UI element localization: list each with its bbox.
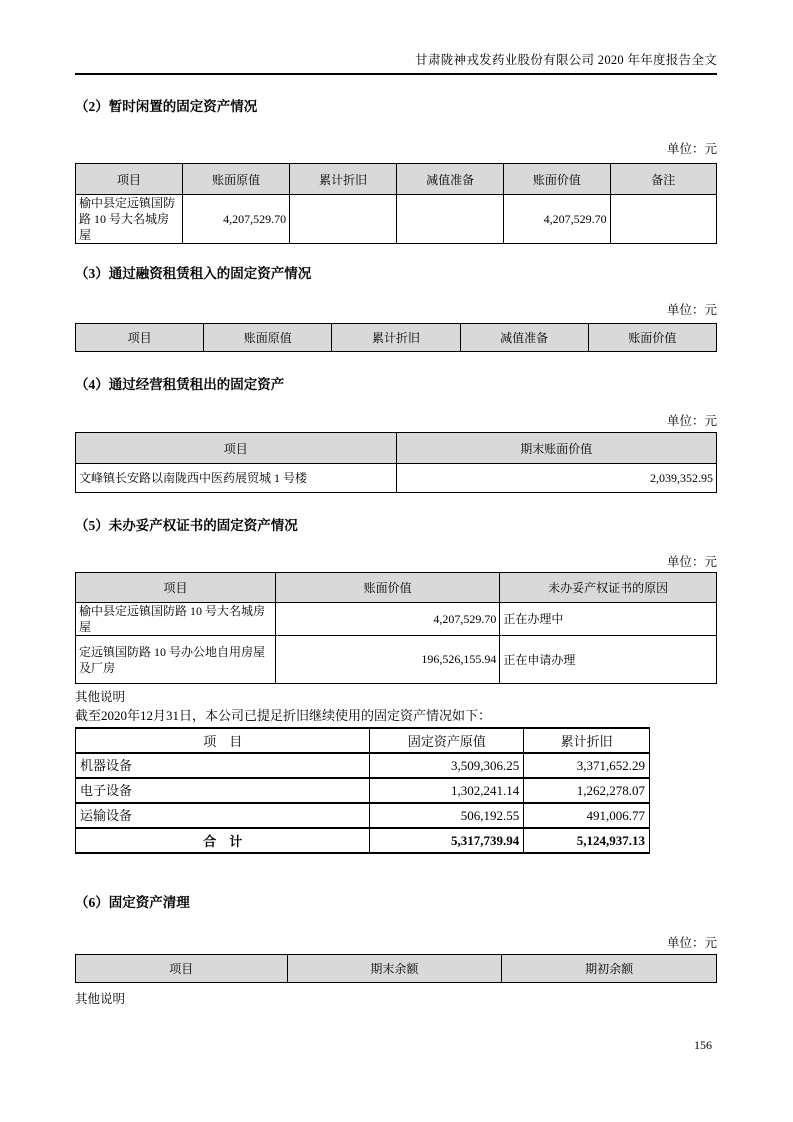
cell-original-value: 4,207,529.70 [183, 195, 290, 244]
column-header: 账面价值 [275, 573, 499, 603]
cell-original-value: 1,302,241.14 [370, 778, 524, 803]
table-header-row [76, 164, 717, 195]
column-header: 未办妥产权证书的原因 [500, 573, 717, 603]
column-header: 项 目 [76, 728, 370, 753]
column-header: 账面原值 [183, 164, 290, 195]
cell-book-value: 196,526,155.94 [275, 636, 499, 684]
depreciated-assets-note: 截至2020年12月31日，本公司已提足折旧继续使用的固定资产情况如下： [75, 708, 492, 723]
finance-lease-table [75, 323, 717, 352]
column-header: 减值准备 [397, 164, 504, 195]
page-number: 156 [694, 1038, 712, 1052]
column-header: 累计折旧 [332, 324, 460, 352]
cell-item: 定远镇国防路 10 号办公地自用房屋及厂房 [76, 636, 276, 684]
cell-item: 运输设备 [76, 803, 370, 828]
column-header: 项目 [76, 164, 183, 195]
cell-item: 文峰镇长安路以南陇西中医药展贸城 1 号楼 [76, 464, 397, 493]
column-header: 账面价值 [504, 164, 610, 195]
column-header: 期末账面价值 [396, 433, 717, 464]
cell-original-value: 3,509,306.25 [370, 753, 524, 778]
other-notes-label: 其他说明 [75, 690, 126, 704]
column-header: 项目 [76, 324, 204, 352]
table-row [76, 603, 717, 636]
column-header: 项目 [76, 573, 276, 603]
cell-item: 榆中县定远镇国防路 10 号大名城房屋 [76, 603, 276, 636]
cell-item: 电子设备 [76, 778, 370, 803]
unit-label: 单位：元 [666, 142, 717, 156]
cell-total-accumulated-depreciation: 5,124,937.13 [524, 828, 650, 853]
table-header-row [76, 324, 717, 352]
cell-original-value: 506,192.55 [370, 803, 524, 828]
cell-impairment [397, 195, 504, 244]
unit-label: 单位：元 [666, 555, 717, 569]
table-total-row [76, 828, 650, 853]
cell-total-label: 合 计 [76, 828, 370, 853]
cell-reason: 正在办理中 [500, 603, 717, 636]
table-header-row [76, 433, 717, 464]
column-header: 固定资产原值 [370, 728, 524, 753]
section-title-finance-lease: （3）通过融资租赁租入的固定资产情况 [75, 266, 312, 281]
cell-book-value: 4,207,529.70 [275, 603, 499, 636]
table-row [76, 636, 717, 684]
cell-accumulated-depreciation [290, 195, 397, 244]
cell-item: 榆中县定远镇国防路 10 号大名城房屋 [76, 195, 183, 244]
cell-accumulated-depreciation: 3,371,652.29 [524, 753, 650, 778]
column-header: 账面原值 [204, 324, 332, 352]
column-header: 减值准备 [460, 324, 588, 352]
column-header: 累计折旧 [524, 728, 650, 753]
cell-reason: 正在申请办理 [500, 636, 717, 684]
asset-disposal-table [75, 954, 717, 983]
table-header-row [76, 573, 717, 603]
page-content [75, 0, 717, 1007]
column-header: 项目 [76, 955, 288, 983]
unit-label: 单位：元 [666, 936, 717, 950]
column-header: 期初余额 [502, 955, 717, 983]
unit-label: 单位：元 [666, 303, 717, 317]
column-header: 累计折旧 [290, 164, 397, 195]
column-header: 项目 [76, 433, 397, 464]
cell-accumulated-depreciation: 491,006.77 [524, 803, 650, 828]
table-row [76, 778, 650, 803]
section-title-operating-lease: （4）通过经营租赁租出的固定资产 [75, 377, 285, 392]
column-header: 期末余额 [287, 955, 502, 983]
cell-note [610, 195, 716, 244]
no-certificate-table [75, 572, 717, 684]
table-row [76, 464, 717, 493]
table-header-row [76, 955, 717, 983]
section-title-asset-disposal: （6）固定资产清理 [75, 895, 190, 910]
column-header: 备注 [610, 164, 716, 195]
column-header: 账面价值 [588, 324, 716, 352]
other-notes-label: 其他说明 [75, 992, 126, 1006]
cell-book-value: 4,207,529.70 [504, 195, 610, 244]
idle-assets-table [75, 163, 717, 244]
depreciated-assets-table [75, 727, 650, 854]
cell-period-end-book-value: 2,039,352.95 [396, 464, 717, 493]
table-row [76, 753, 650, 778]
report-header-title: 甘肃陇神戎发药业股份有限公司 2020 年年度报告全文 [75, 0, 717, 75]
table-row [76, 803, 650, 828]
cell-accumulated-depreciation: 1,262,278.07 [524, 778, 650, 803]
cell-item: 机器设备 [76, 753, 370, 778]
table-header-row [76, 728, 650, 753]
table-row [76, 195, 717, 244]
section-title-no-certificate: （5）未办妥产权证书的固定资产情况 [75, 518, 298, 533]
section-title-idle-assets: （2）暂时闲置的固定资产情况 [75, 99, 258, 114]
unit-label: 单位：元 [666, 414, 717, 428]
cell-total-original-value: 5,317,739.94 [370, 828, 524, 853]
operating-lease-table [75, 432, 717, 493]
